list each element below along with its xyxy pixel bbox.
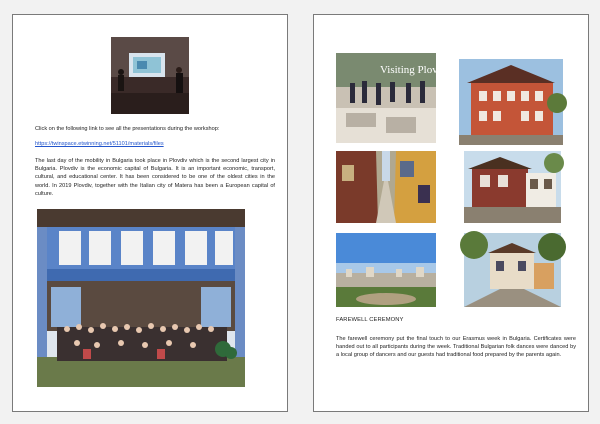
- ethnographic-house-photo: [464, 151, 561, 223]
- farewell-paragraph: The farewell ceremony put the final touch to our Erasmus week in Bulgaria. Certificates were handed out to all participants during the week. Traditional Bulgarian folk dances were danced by a local group of dancers and our guests had traditional food prepared by the parents again.: [336, 336, 576, 359]
- right-page: [313, 14, 589, 412]
- street-houses-photo: [464, 233, 561, 307]
- group-photo: [37, 209, 245, 387]
- link-intro-text: Click on the following link to see all the presentations during the workshop:: [35, 126, 220, 132]
- presentations-link[interactable]: https://twinspace.etwinning.net/51101/materials/files: [35, 141, 164, 147]
- photo-caption: Visiting Plovdiv: [380, 64, 452, 76]
- visiting-plovdiv-photo: [336, 53, 452, 143]
- red-house-photo: [459, 59, 563, 145]
- left-page: [12, 14, 288, 412]
- old-street-photo: [336, 151, 436, 223]
- plovdiv-paragraph: The last day of the mobility in Bulgaria took place in Plovdiv which is the second largest city in Bulgaria. Plovdiv is the economic capital of Bulgaria. It is an important economic, transport, cultural, and educational center. It has been considered to be one of the oldest cities in the world. In 2019 Plovdiv, together with the Italian city of Matera has been a European capital of culture.: [35, 158, 275, 197]
- city-view-photo: [336, 233, 436, 307]
- presentation-photo: [111, 37, 189, 114]
- farewell-heading: FAREWELL CEREMONY: [336, 317, 404, 323]
